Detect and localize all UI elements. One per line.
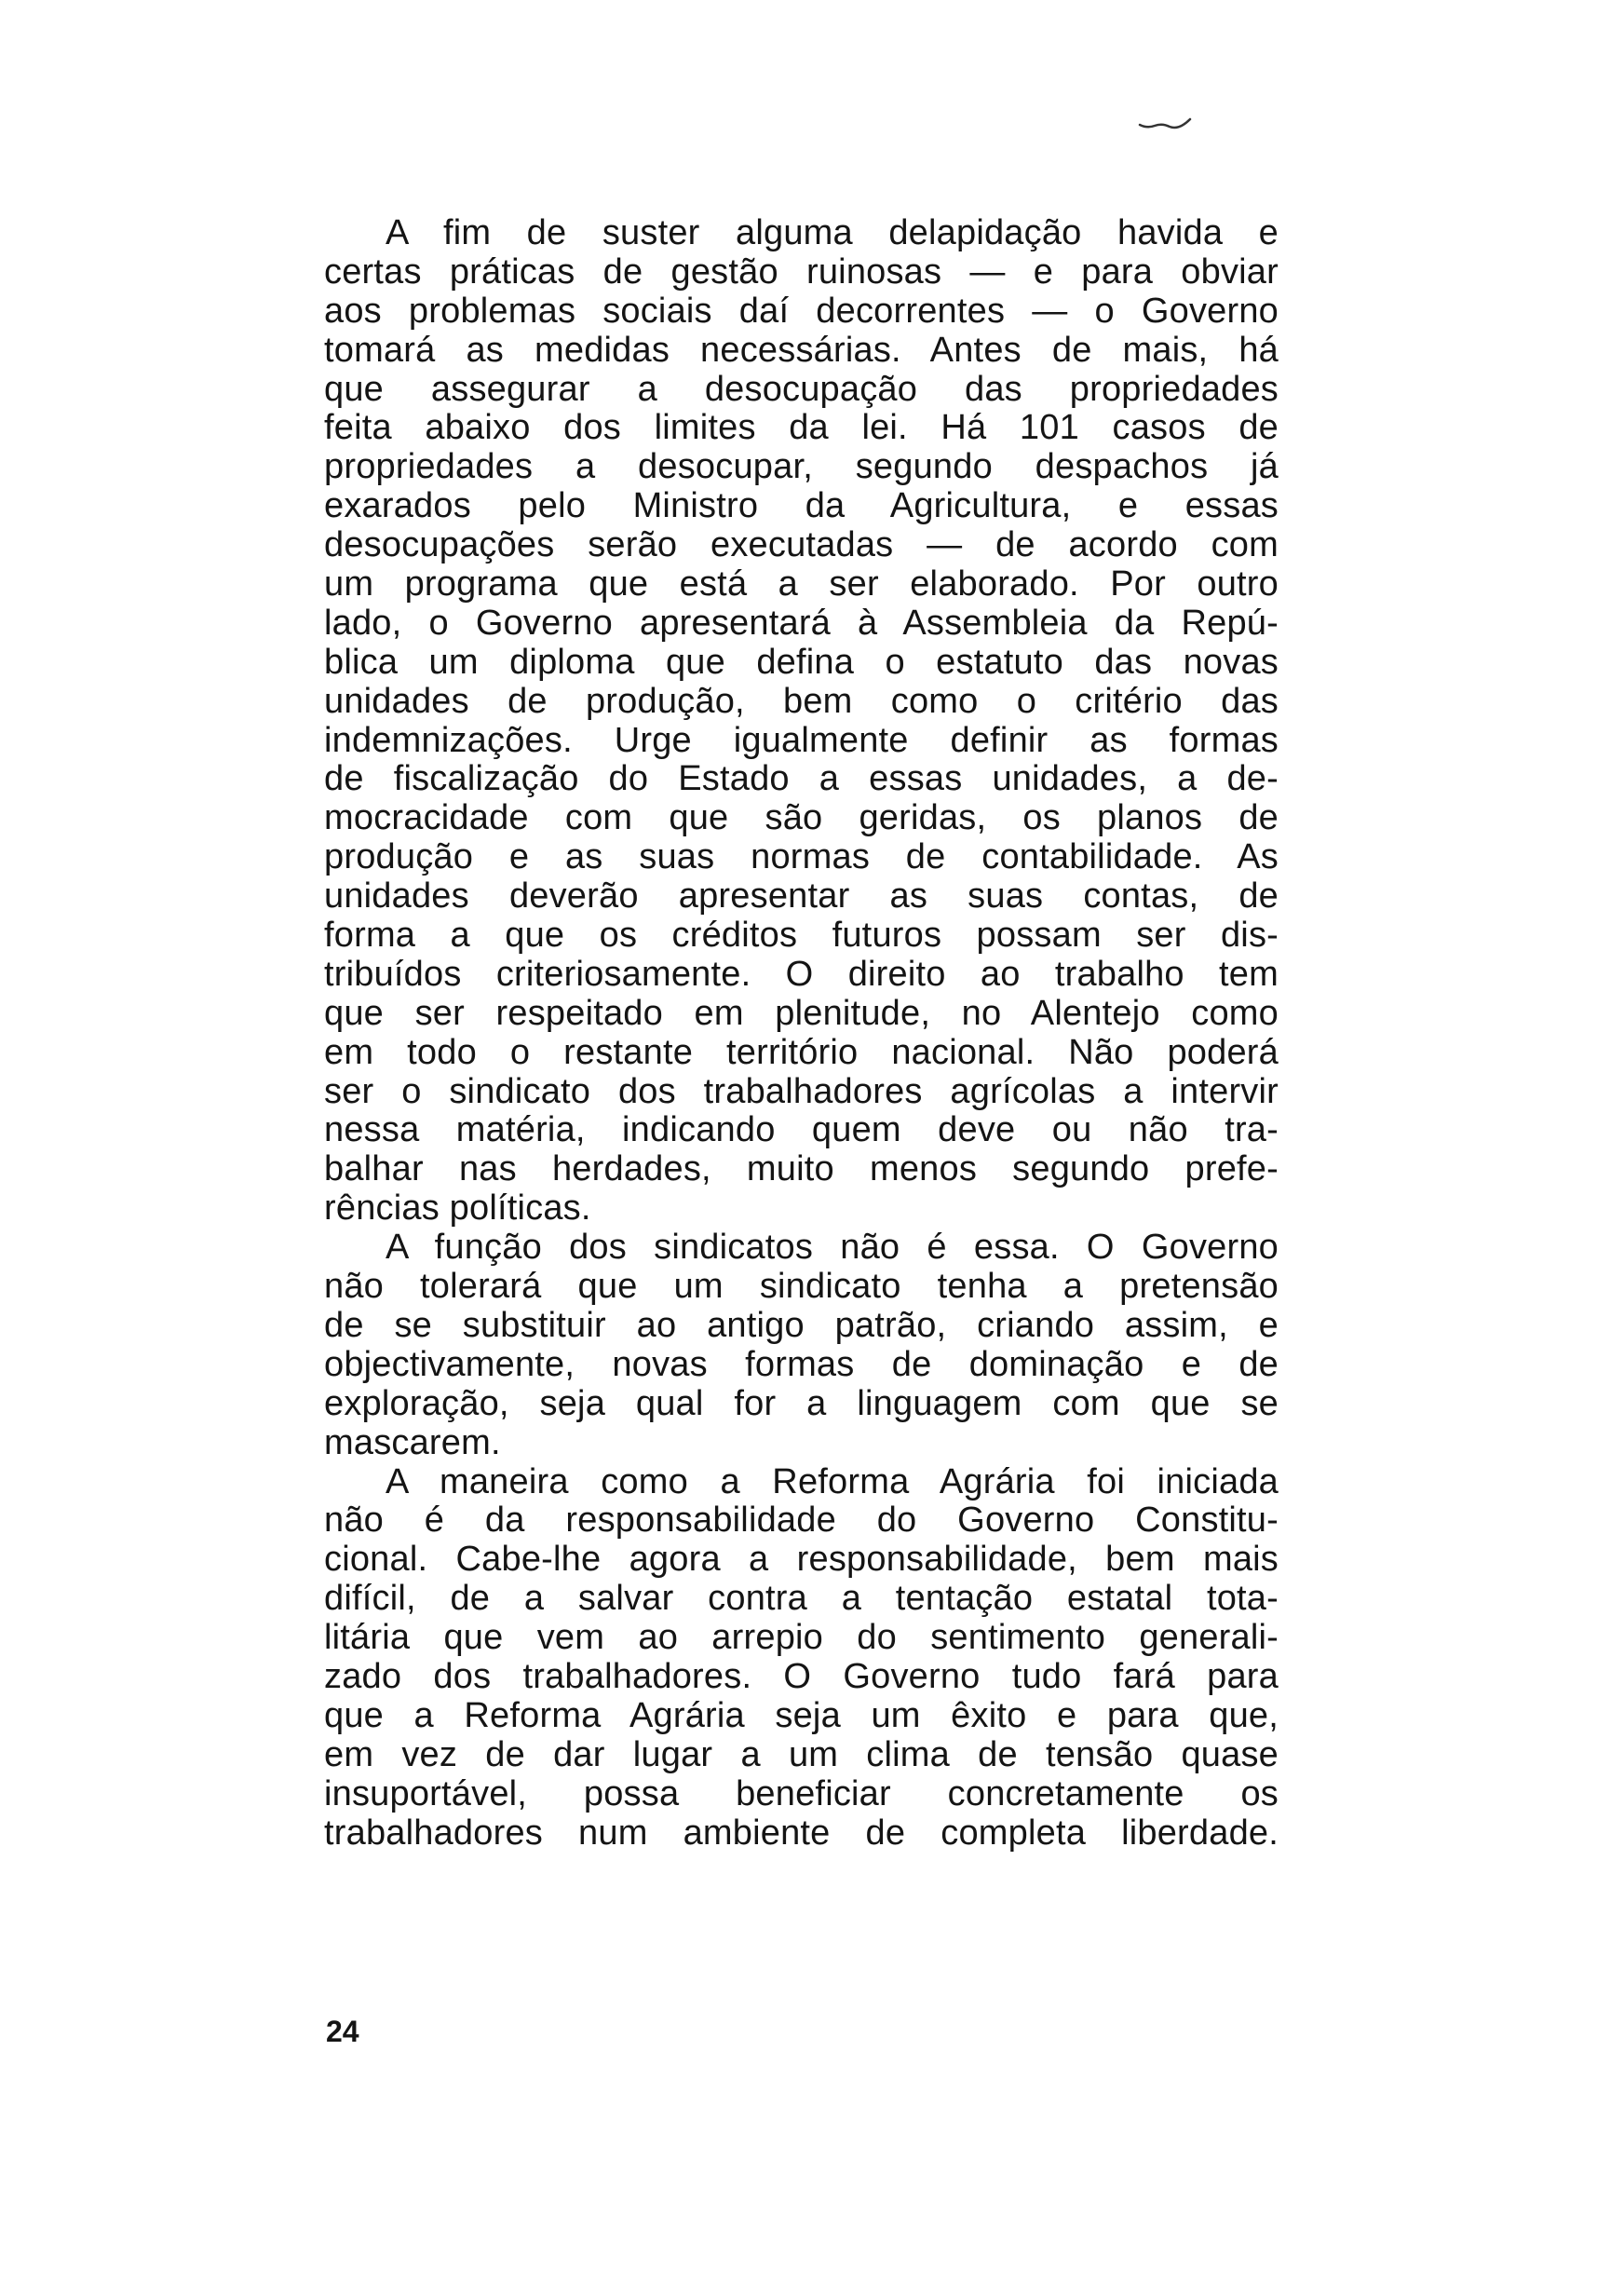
text-line: exarados pelo Ministro da Agricultura, e essas bbox=[324, 486, 1279, 526]
text-line: lado, o Governo apresentará à Assembleia da Repú- bbox=[324, 603, 1279, 643]
ink-mark-icon bbox=[1138, 115, 1194, 134]
text-line: exploração, seja qual for a linguagem com que se bbox=[324, 1383, 1279, 1423]
text-line: blica um diploma que defina o estatuto das novas bbox=[324, 642, 1279, 682]
text-line: A maneira como a Reforma Agrária foi iniciada bbox=[386, 1461, 1279, 1501]
text-line: não é da responsabilidade do Governo Constitu- bbox=[324, 1501, 1279, 1541]
paragraph bbox=[324, 1229, 1279, 1462]
text-line: que assegurar a desocupação das propriedades bbox=[324, 369, 1279, 409]
text-line: balhar nas herdades, muito menos segundo prefe- bbox=[324, 1149, 1279, 1189]
text-line: um programa que está a ser elaborado. Por outro bbox=[324, 564, 1279, 604]
text-line: trabalhadores num ambiente de completa liberdade. bbox=[324, 1813, 1279, 1853]
paragraph bbox=[324, 214, 1279, 1229]
text-line: rências políticas. bbox=[324, 1188, 591, 1229]
text-line: certas práticas de gestão ruinosas — e para obviar bbox=[324, 251, 1279, 292]
text-line: em vez de dar lugar a um clima de tensão quase bbox=[324, 1734, 1279, 1774]
text-line: nessa matéria, indicando quem deve ou não tra- bbox=[324, 1110, 1279, 1150]
text-line: difícil, de a salvar contra a tentação estatal tota- bbox=[324, 1579, 1279, 1619]
text-line: que ser respeitado em plenitude, no Alentejo como bbox=[324, 993, 1279, 1033]
text-line: desocupações serão executadas — de acordo com bbox=[324, 525, 1279, 565]
text-line: A fim de suster alguma delapidação havida e bbox=[386, 213, 1279, 252]
text-line: insuportável, possa beneficiar concretamente os bbox=[324, 1773, 1279, 1813]
text-line: A função dos sindicatos não é essa. O Governo bbox=[386, 1228, 1279, 1268]
text-line: que a Reforma Agrária seja um êxito e para que, bbox=[324, 1695, 1279, 1735]
text-line: mascarem. bbox=[324, 1422, 501, 1462]
text-line: litária que vem ao arrepio do sentimento generali- bbox=[324, 1618, 1279, 1658]
text-line: em todo o restante território nacional. Não poderá bbox=[324, 1032, 1279, 1072]
text-line: de se substituir ao antigo patrão, criando assim, e bbox=[324, 1305, 1279, 1345]
text-line: ser o sindicato dos trabalhadores agrícolas a intervir bbox=[324, 1071, 1279, 1111]
text-line: zado dos trabalhadores. O Governo tudo fará para bbox=[324, 1656, 1279, 1696]
text-line: forma a que os créditos futuros possam ser dis- bbox=[324, 916, 1279, 956]
text-line: feita abaixo dos limites da lei. Há 101 casos de bbox=[324, 408, 1279, 448]
text-line: não tolerará que um sindicato tenha a pretensão bbox=[324, 1267, 1279, 1307]
page-number: 24 bbox=[326, 2015, 359, 2048]
text-line: aos problemas sociais daí decorrentes — o Governo bbox=[324, 291, 1279, 331]
text-line: cional. Cabe-lhe agora a responsabilidade, bem mais bbox=[324, 1540, 1279, 1580]
text-line: tomará as medidas necessárias. Antes de mais, há bbox=[324, 330, 1279, 370]
paragraph bbox=[324, 1463, 1279, 1854]
text-line: de fiscalização do Estado a essas unidades, a de- bbox=[324, 759, 1279, 799]
text-line: indemnizações. Urge igualmente definir as formas bbox=[324, 720, 1279, 760]
text-line: produção e as suas normas de contabilidade. As bbox=[324, 837, 1279, 877]
body-text bbox=[324, 214, 1279, 1853]
text-line: mocracidade com que são geridas, os planos de bbox=[324, 798, 1279, 838]
text-line: objectivamente, novas formas de dominação e de bbox=[324, 1344, 1279, 1384]
text-line: propriedades a desocupar, segundo despachos já bbox=[324, 447, 1279, 487]
text-line: tribuídos criteriosamente. O direito ao trabalho tem bbox=[324, 954, 1279, 994]
text-line: unidades deverão apresentar as suas contas, de bbox=[324, 876, 1279, 917]
text-line: unidades de produção, bem como o critério das bbox=[324, 681, 1279, 721]
